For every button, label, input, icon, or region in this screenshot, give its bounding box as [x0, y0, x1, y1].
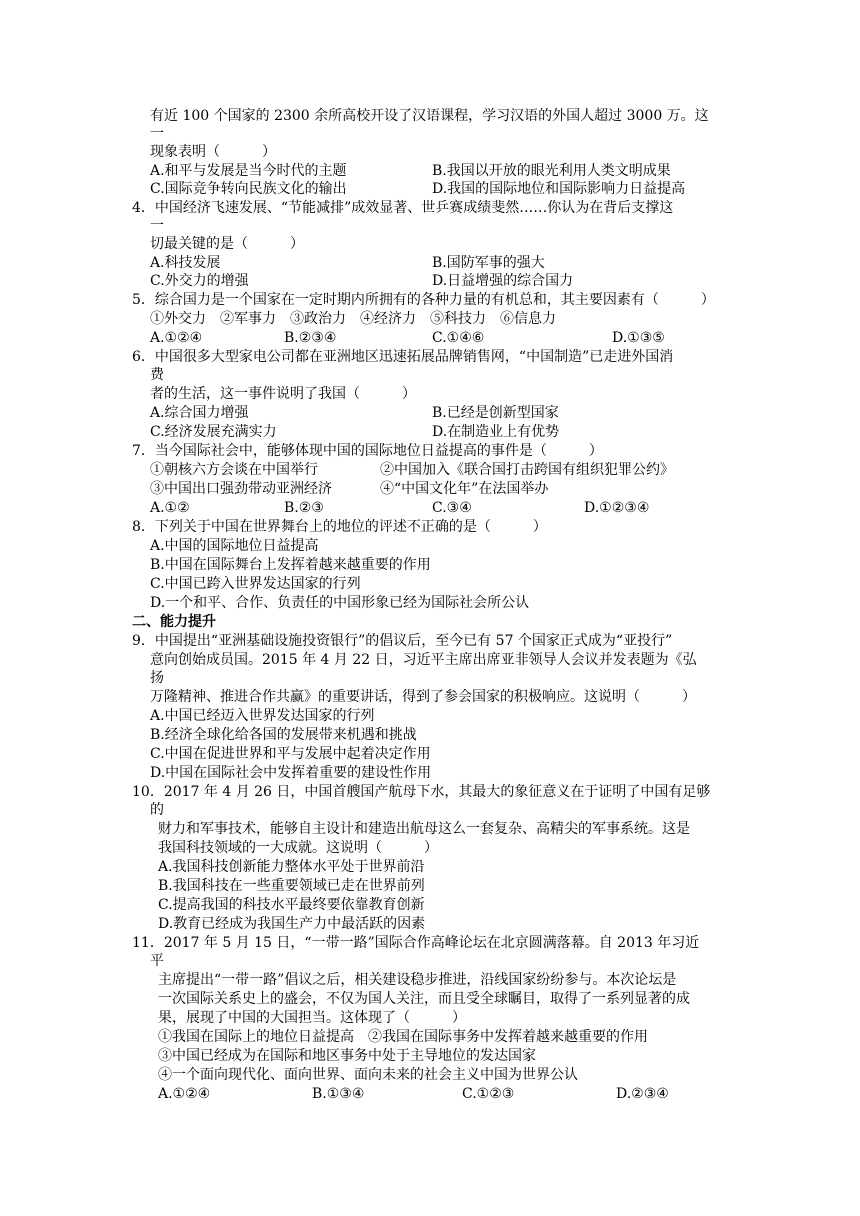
question-10: 10．2017 年 4 月 26 日，中国首艘国产航母下水，其最大的象征意义在于证明了中国有足够 — [132, 784, 711, 800]
section-heading: 二、能力提升 — [132, 614, 216, 630]
option-d: D.②③④ — [616, 1086, 669, 1102]
text-line: 有近 100 个国家的 2300 余所高校开设了汉语课程，学习汉语的外国人超过 3000 万。这 — [150, 108, 709, 124]
text-line: 切最关键的是（ ） — [150, 236, 304, 252]
text-line: 一 — [150, 126, 164, 142]
option-b: B.已经是创新型国家 — [432, 405, 559, 421]
text-line: 财力和军事技术，能够自主设计和建造出航母这么一套复杂、高精尖的军事系统。这是 — [158, 821, 690, 837]
option-b: B.我国以开放的眼光利用人类文明成果 — [432, 163, 671, 179]
text-line: ④“中国文化年”在法国举办 — [380, 481, 549, 497]
text-line: 的 — [150, 802, 164, 818]
option-d: D.日益增强的综合国力 — [432, 273, 574, 289]
option-c: C.经济发展充满实力 — [150, 424, 277, 440]
option-c: C.①②③ — [462, 1086, 515, 1102]
text-line: 果，展现了中国的大国担当。这体现了（ ） — [158, 1010, 466, 1026]
option-c: C.提高我国的科技水平最终要依靠教育创新 — [158, 897, 425, 913]
option-b: B.我国科技在一些重要领域已走在世界前列 — [158, 878, 425, 894]
text-line: 我国科技领域的一大成就。这说明（ ） — [158, 840, 438, 856]
text-line: 平 — [150, 953, 164, 969]
option-b: B.中国在国际舞台上发挥着越来越重要的作用 — [150, 557, 431, 573]
text-line: 现象表明（ ） — [150, 144, 276, 160]
text-line: 主席提出“一带一路”倡议之后，相关建设稳步推进，沿线国家纷纷参与。本次论坛是 — [158, 972, 677, 988]
option-b: B.①③④ — [312, 1086, 365, 1102]
option-d: D.中国在国际社会中发挥着重要的建设性作用 — [150, 765, 432, 781]
question-6: 6．中国很多大型家电公司都在亚洲地区迅速拓展品牌销售网，“中国制造”已走进外国消 — [132, 349, 674, 365]
option-b: B.国防军事的强大 — [432, 255, 545, 271]
option-a: A.科技发展 — [150, 255, 221, 271]
option-c: C.外交力的增强 — [150, 273, 249, 289]
option-c: C.①④⑥ — [432, 330, 485, 346]
option-c: C.中国在促进世界和平与发展中起着决定作用 — [150, 746, 431, 762]
text-line: 扬 — [150, 670, 164, 686]
text-line: ①外交力 ②军事力 ③政治力 ④经济力 ⑤科技力 ⑥信息力 — [150, 311, 556, 327]
text-line: 意向创始成员国。2015 年 4 月 22 日，习近平主席出席亚非领导人会议并发表题为《弘 — [150, 652, 697, 668]
option-d: D.一个和平、合作、负责任的中国形象已经为国际社会所公认 — [150, 595, 530, 611]
option-c: C.③④ — [432, 500, 472, 516]
text-line: 费 — [150, 367, 164, 383]
text-line: ③中国出口强劲带动亚洲经济 — [150, 481, 332, 497]
option-a: A.综合国力增强 — [150, 405, 249, 421]
option-a: A.我国科技创新能力整体水平处于世界前沿 — [158, 859, 425, 875]
option-c: C.中国已跨入世界发达国家的行列 — [150, 576, 361, 592]
option-a: A.①②④ — [150, 330, 203, 346]
question-4: 4．中国经济飞速发展、“节能减排”成效显著、世乒赛成绩斐然……你认为在背后支撑这 — [132, 200, 674, 216]
text-line: 万隆精神、推进合作共赢》的重要讲话，得到了参会国家的积极响应。这说明（ ） — [150, 689, 696, 705]
text-line: ④一个面向现代化、面向世界、面向未来的社会主义中国为世界公认 — [158, 1067, 578, 1083]
option-a: A.①② — [150, 500, 190, 516]
option-d: D.我国的国际地位和国际影响力日益提高 — [432, 181, 686, 197]
option-d: D.在制造业上有优势 — [432, 424, 560, 440]
text-line: ③中国已经成为在国际和地区事务中处于主导地位的发达国家 — [158, 1048, 536, 1064]
option-a: A.和平与发展是当今时代的主题 — [150, 163, 347, 179]
option-d: D.①③⑤ — [612, 330, 665, 346]
question-9: 9．中国提出“亚洲基础设施投资银行”的倡议后，至今已有 57 个国家正式成为“亚投行” — [132, 633, 673, 649]
question-8: 8．下列关于中国在世界舞台上的地位的评述不正确的是（ ） — [132, 519, 547, 535]
option-b: B.经济全球化给各国的发展带来机遇和挑战 — [150, 727, 417, 743]
option-a: A.中国的国际地位日益提高 — [150, 538, 319, 554]
option-b: B.②③ — [284, 500, 324, 516]
option-a: A.①②④ — [158, 1086, 211, 1102]
text-line: ①朝核六方会谈在中国举行 — [150, 462, 318, 478]
option-d: D.①②③④ — [584, 500, 650, 516]
question-5: 5．综合国力是一个国家在一定时期内所拥有的各种力量的有机总和，其主要因素有（ ） — [132, 292, 715, 308]
option-a: A.中国已经迈入世界发达国家的行列 — [150, 708, 375, 724]
question-7: 7．当今国际社会中，能够体现中国的国际地位日益提高的事件是（ ） — [132, 443, 603, 459]
text-line: 者的生活，这一事件说明了我国（ ） — [150, 386, 416, 402]
text-line: 一 — [150, 218, 164, 234]
option-c: C.国际竞争转向民族文化的输出 — [150, 181, 347, 197]
question-11: 11．2017 年 5 月 15 日，“一带一路”国际合作高峰论坛在北京圆满落幕。自 2013 年习近 — [132, 935, 700, 951]
option-b: B.②③④ — [284, 330, 337, 346]
text-line: 一次国际关系史上的盛会，不仅为国人关注，而且受全球瞩目，取得了一系列显著的成 — [158, 991, 690, 1007]
text-line: ②中国加入《联合国打击跨国有组织犯罪公约》 — [380, 462, 674, 478]
option-d: D.教育已经成为我国生产力中最活跃的因素 — [158, 916, 426, 932]
text-line: ①我国在国际上的地位日益提高 ②我国在国际事务中发挥着越来越重要的作用 — [158, 1029, 648, 1045]
